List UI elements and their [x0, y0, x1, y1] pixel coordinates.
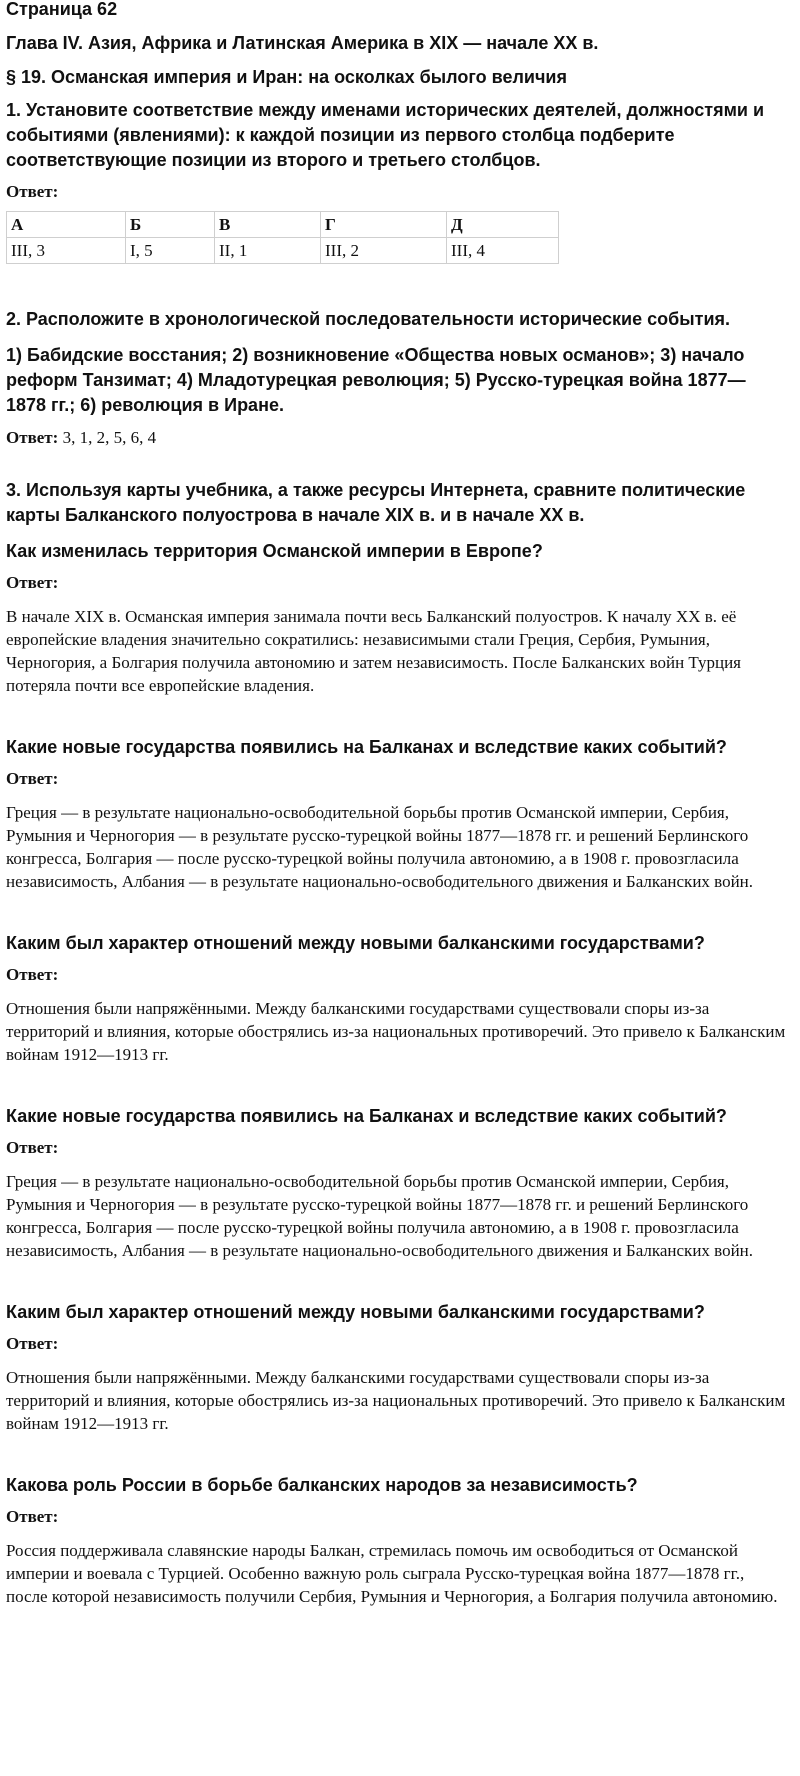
table-cell: II, 1 — [215, 238, 321, 264]
question-1-text: 1. Установите соответствие между именами исторических деятелей, должностями и событиями (явлениями): к каждой позиции из первого столбца подберите соответствующие позиции из второго и третьего столбцов. — [6, 100, 765, 170]
page-number: Страница 62 — [6, 0, 118, 19]
section-title: § 19. Османская империя и Иран: на осколках былого величия — [6, 67, 567, 87]
table-header-cell: Б — [126, 212, 215, 238]
table-header-cell: В — [215, 212, 321, 238]
answer-label: Ответ: — [6, 1507, 59, 1526]
question-3 — [6, 478, 790, 1608]
table-cell: I, 5 — [126, 238, 215, 264]
answer-label: Ответ: — [6, 769, 59, 788]
question-2 — [6, 307, 790, 449]
subquestion-text: Какова роль России в борьбе балканских народов за независимость? — [6, 1475, 638, 1495]
table-header-cell: Г — [321, 212, 447, 238]
matching-table — [6, 211, 559, 264]
answer-label: Ответ: — [6, 1138, 59, 1157]
chapter-title: Глава IV. Азия, Африка и Латинская Америка в XIX — начале XX в. — [6, 33, 599, 53]
subquestion-text: Какие новые государства появились на Балканах и вследствие каких событий? — [6, 737, 727, 757]
answer-text: Отношения были напряжёнными. Между балканскими государствами существовали споры из-за территорий и влияния, которые обострялись из-за национальных противоречий. Это привело к Балканским войнам 1912—1913 гг. — [6, 999, 786, 1064]
answer-label: Ответ: — [6, 182, 59, 201]
answer-text: Отношения были напряжёнными. Между балканскими государствами существовали споры из-за территорий и влияния, которые обострялись из-за национальных противоречий. Это привело к Балканским войнам 1912—1913 гг. — [6, 1368, 786, 1433]
table-cell: III, 2 — [321, 238, 447, 264]
answer-text: Греция — в результате национально-освободительной борьбы против Османской империи, Сербия, Румыния и Черногория — в результате русско-турецкой войны 1877—1878 гг. и решений Берлинского конгресса, Болгария — после русско-турецкой войны получила автономию, а в 1908 г. провозгласила независимость, Албания — в результате национально-освободительного движения и Балканских войн. — [6, 1172, 754, 1260]
question-2-answer — [6, 427, 790, 449]
answer-text: В начале XIX в. Османская империя занимала почти весь Балканский полуостров. К началу XX в. её европейские владения значительно сократились: независимыми стали Греция, Сербия, Румыния, Черногория, а Болгария получила автономию и затем независимость. После Балканских войн Турция потеряла почти все европейские владения. — [6, 607, 741, 695]
question-1 — [6, 98, 790, 264]
answer-label: Ответ: — [6, 573, 59, 592]
table-row — [7, 238, 559, 264]
subquestion-text: Каким был характер отношений между новыми балканскими государствами? — [6, 933, 705, 953]
table-header-row — [7, 212, 559, 238]
subquestion — [6, 735, 790, 893]
subquestion-text: Какие новые государства появились на Балканах и вследствие каких событий? — [6, 1106, 727, 1126]
answer-label: Ответ: — [6, 965, 59, 984]
answer-text: Россия поддерживала славянские народы Балкан, стремилась помочь им освободиться от Османской империи и воевала с Турцией. Особенно важную роль сыграла Русско-турецкая война 1877—1878 гг., после которой независимость получили Сербия, Румыния и Черногория, а Болгария получила автономию. — [6, 1541, 778, 1606]
subquestion-text: Как изменилась территория Османской империи в Европе? — [6, 541, 543, 561]
subquestion-text: Каким был характер отношений между новыми балканскими государствами? — [6, 1302, 705, 1322]
subquestion — [6, 1104, 790, 1262]
question-3-text: 3. Используя карты учебника, а также ресурсы Интернета, сравните политические карты Балканского полуострова в начале XIX в. и в начале XX в. — [6, 480, 746, 525]
answer-label: Ответ: — [6, 1334, 59, 1353]
question-2-events: 1) Бабидские восстания; 2) возникновение «Общества новых османов»; 3) начало реформ Танзимат; 4) Младотурецкая революция; 5) Русско-турецкая война 1877— 1878 гг.; 6) революция в Иране. — [6, 345, 746, 415]
question-2-text: 2. Расположите в хронологической последовательности исторические события. — [6, 309, 731, 329]
answer-text: Греция — в результате национально-освободительной борьбы против Османской империи, Сербия, Румыния и Черногория — в результате русско-турецкой войны 1877—1878 гг. и решений Берлинского конгресса, Болгария — после русско-турецкой войны получила автономию, а в 1908 г. провозгласила независимость, Албания — в результате национально-освободительного движения и Балканских войн. — [6, 803, 754, 891]
table-cell: III, 4 — [447, 238, 559, 264]
table-header-cell: А — [7, 212, 126, 238]
subquestion — [6, 1300, 790, 1435]
answer-label: Ответ: — [6, 428, 59, 447]
subquestion — [6, 1473, 790, 1608]
answer-value: 3, 1, 2, 5, 6, 4 — [62, 428, 157, 447]
table-cell: III, 3 — [7, 238, 126, 264]
subquestion — [6, 539, 790, 697]
table-header-cell: Д — [447, 212, 559, 238]
subquestion — [6, 931, 790, 1066]
